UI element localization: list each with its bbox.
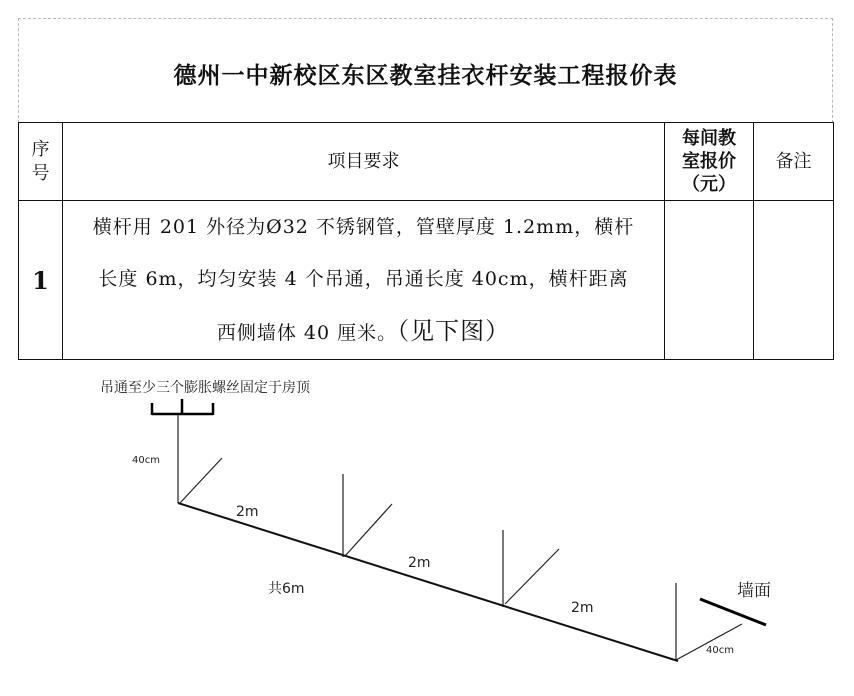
quote-table <box>18 122 834 360</box>
perspective-line-1 <box>180 458 222 503</box>
diagram-top-note: 吊通至少三个膨胀螺丝固定于房顶 <box>100 380 310 396</box>
quote-sheet <box>18 18 833 358</box>
total-length-label: 共6m <box>268 581 305 597</box>
header-requirement: 项目要求 <box>63 123 665 201</box>
header-index-line-1: 序 <box>31 138 50 160</box>
perspective-line-3 <box>505 549 559 604</box>
perspective-line-2 <box>345 504 392 556</box>
header-price-line-3: （元） <box>682 174 736 195</box>
wall-gap-label: 40cm <box>706 645 734 656</box>
hanger-length-label: 40cm <box>132 455 160 466</box>
installation-diagram <box>0 360 854 696</box>
table-row <box>19 201 834 360</box>
anchor-bracket <box>152 399 213 415</box>
table-header-row <box>19 123 834 201</box>
header-remark: 备注 <box>754 123 834 201</box>
requirement-line-1: 横杆用 201 外径为Ø32 不锈钢管，管壁厚度 1.2mm，横杆 <box>92 216 635 238</box>
row-price[interactable] <box>665 201 754 360</box>
segment-label-1: 2m <box>236 504 259 520</box>
wall-label: 墙面 <box>737 581 771 601</box>
row-index: 1 <box>19 201 63 360</box>
cross-bar <box>178 503 678 661</box>
header-price <box>665 123 754 201</box>
header-index-line-2: 号 <box>31 162 50 184</box>
page-title: 德州一中新校区东区教室挂衣杆安装工程报价表 <box>173 62 678 89</box>
segment-label-2: 2m <box>408 555 431 571</box>
hanger-structure <box>178 415 676 660</box>
requirement-note: （见下图） <box>397 317 511 345</box>
segment-label-3: 2m <box>571 600 594 616</box>
header-price-line-2: 室报价 <box>682 151 736 172</box>
wall-line <box>700 599 766 625</box>
row-requirement <box>63 201 665 360</box>
header-price-line-1: 每间教 <box>682 128 736 149</box>
header-index <box>19 123 63 201</box>
row-remark[interactable] <box>754 201 834 360</box>
requirement-line-3-text: 西侧墙体 40 厘米。 <box>216 322 398 344</box>
requirement-line-3 <box>63 305 664 359</box>
requirement-line-2: 长度 6m，均匀安装 4 个吊通，吊通长度 40cm，横杆距离 <box>98 268 629 290</box>
title-box <box>18 18 833 123</box>
